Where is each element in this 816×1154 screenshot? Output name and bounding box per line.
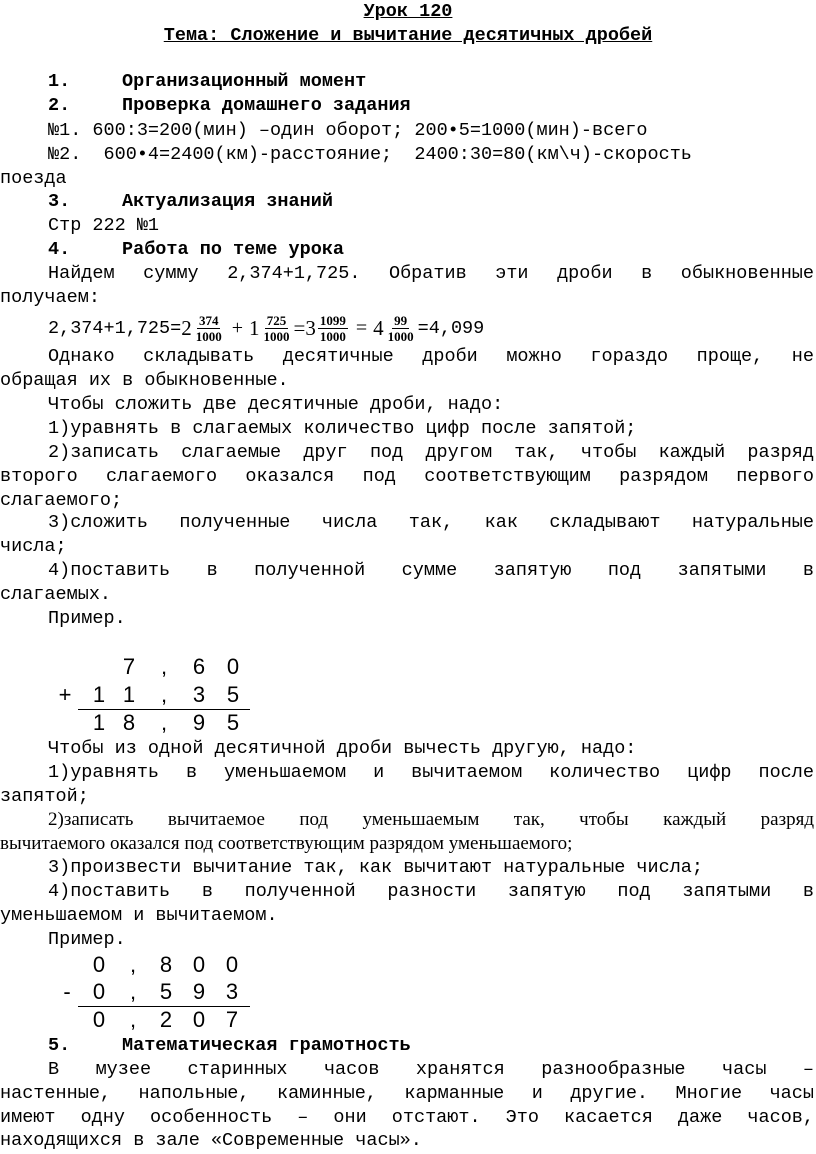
fraction-2 [262, 313, 292, 344]
digit: 8 [122, 710, 136, 735]
digit: 0 [92, 979, 106, 1004]
digit: 9 [192, 710, 206, 735]
addition-rule-2-cont: второго слагаемого оказался под соответствующим разрядом первого [0, 466, 814, 487]
formula-result: =4,099 [417, 317, 485, 339]
addition-rule-1: 1)уравнять в слагаемых количество цифр после запятой; [48, 418, 637, 439]
section-4-number: 4. [48, 239, 71, 260]
intro-line-2: получаем: [0, 287, 100, 308]
literacy-line-3: имеют одну особенность – они отстают. Это касается даже часов, [0, 1107, 814, 1128]
formula-plus: + [231, 316, 244, 339]
numerator-3: 1099 [319, 312, 346, 328]
subtraction-rule-2-cont: вычитаемого оказался под соответствующим разрядом уменьшаемого; [0, 833, 573, 854]
formula-eq-1: =3 [293, 315, 316, 340]
homework-2: №2. 600•4=2400(км)-расстояние; 2400:30=80(км\ч)-скорость [48, 144, 692, 165]
section-4-heading [48, 238, 814, 262]
formula-whole-1: 2 [181, 315, 192, 340]
digit: 1 [92, 682, 106, 707]
section-5-title: Математическая грамотность [122, 1035, 411, 1056]
example-1-label: Пример. [48, 608, 126, 629]
subtraction-rule-intro: Чтобы из одной десятичной дроби вычесть другую, надо: [48, 738, 637, 759]
digit: 0 [92, 1007, 106, 1032]
literacy-line-2: настенные, напольные, каминные, карманные и другие. Многие часы [0, 1083, 814, 1104]
digit: 7 [225, 1007, 239, 1032]
addition-rule-4-cont: слагаемых. [0, 584, 112, 605]
section-1-title: Организационный момент [122, 71, 367, 92]
section-5-heading [48, 1034, 814, 1058]
section-1-number: 1. [48, 71, 71, 92]
easier-line-2: обращая их в обыкновенные. [0, 370, 289, 391]
lesson-number: Урок 120 [363, 1, 453, 22]
denominator-2: 1000 [263, 328, 290, 344]
section-2-number: 2. [48, 95, 71, 116]
denominator-4: 1000 [387, 328, 414, 344]
section-2-heading [48, 94, 814, 118]
fraction-1 [194, 313, 224, 344]
fraction-formula [48, 306, 484, 350]
digit: 1 [92, 710, 106, 735]
digit: 8 [159, 952, 173, 977]
formula-whole-2: 1 [249, 315, 260, 340]
digit: 5 [226, 710, 240, 735]
comma: , [160, 682, 168, 707]
lesson-topic: Тема: Сложение и вычитание десятичных дробей [163, 25, 653, 46]
subtraction-rule-1-cont: запятой; [0, 786, 89, 807]
digit: 3 [192, 682, 206, 707]
digit: 0 [225, 952, 239, 977]
section-3-number: 3. [48, 191, 71, 212]
subtraction-rule-2: 2)записать вычитаемое под уменьшаемым так, чтобы каждый разряд [48, 809, 814, 830]
comma: , [129, 1007, 137, 1032]
addition-rule-3: 3)сложить полученные числа так, как складывают натуральные [48, 512, 814, 533]
easier-line-1: Однако складывать десятичные дроби можно гораздо проще, не [48, 346, 814, 367]
digit: 9 [192, 979, 206, 1004]
formula-lhs: 2,374+1,725= [48, 317, 182, 339]
subtraction-column [56, 952, 256, 1036]
comma: , [129, 979, 137, 1004]
addition-rule-2-end: слагаемого; [0, 490, 123, 511]
example-2-label: Пример. [48, 929, 126, 950]
homework-2-cont: поезда [0, 168, 67, 189]
digit: 2 [159, 1007, 173, 1032]
digit: 0 [192, 952, 206, 977]
literacy-line-1: В музее старинных часов хранятся разнообразные часы – [48, 1059, 814, 1080]
addition-rule-3-cont: числа; [0, 536, 67, 557]
literacy-line-4: находящихся в зале «Современные часы». [0, 1130, 422, 1151]
intro-line-1: Найдем сумму 2,374+1,725. Обратив эти дроби в обыкновенные [48, 263, 814, 284]
formula-eq-2: = [355, 316, 368, 339]
denominator-3: 1000 [319, 328, 346, 344]
digit: 7 [122, 654, 136, 679]
section-3-heading [48, 190, 814, 214]
section-5-number: 5. [48, 1035, 71, 1056]
numerator-2: 725 [266, 312, 287, 328]
subtraction-rule-3: 3)произвести вычитание так, как вычитают натуральные числа; [48, 857, 704, 878]
addition-rule-2: 2)записать слагаемые друг под другом так, чтобы каждый разряд [48, 442, 814, 463]
numerator-4: 99 [394, 312, 408, 328]
subtraction-rule-1: 1)уравнять в уменьшаемом и вычитаемом количество цифр после [48, 762, 814, 783]
comma: , [160, 710, 168, 735]
addition-rule-intro: Чтобы сложить две десятичные дроби, надо: [48, 394, 504, 415]
recall-page: Стр 222 №1 [48, 215, 160, 236]
plus-sign: + [58, 682, 72, 707]
fraction-3 [318, 313, 348, 344]
digit: 0 [226, 654, 240, 679]
denominator-1: 1000 [195, 328, 222, 344]
digit: 1 [122, 682, 136, 707]
digit: 6 [192, 654, 206, 679]
digit: 0 [192, 1007, 206, 1032]
homework-1: №1. 600:3=200(мин) –один оборот; 200•5=1000(мин)-всего [48, 120, 648, 141]
section-1-heading [48, 70, 814, 94]
addition-rule-4: 4)поставить в полученной сумме запятую под запятыми в [48, 560, 814, 581]
minus-sign: - [63, 979, 71, 1004]
subtraction-rule-4-cont: уменьшаемом и вычитаемом. [0, 905, 278, 926]
digit: 5 [159, 979, 173, 1004]
digit: 5 [226, 682, 240, 707]
digit: 0 [92, 952, 106, 977]
digit: 3 [225, 979, 239, 1004]
comma: , [129, 952, 137, 977]
addition-column [56, 654, 256, 738]
section-2-title: Проверка домашнего задания [122, 95, 411, 116]
section-3-title: Актуализация знаний [122, 191, 333, 212]
formula-whole-4: 4 [373, 315, 384, 340]
comma: , [160, 654, 168, 679]
numerator-1: 374 [198, 312, 219, 328]
subtraction-rule-4: 4)поставить в полученной разности запятую под запятыми в [48, 881, 814, 902]
section-4-title: Работа по теме урока [122, 239, 345, 260]
fraction-4 [386, 313, 416, 344]
